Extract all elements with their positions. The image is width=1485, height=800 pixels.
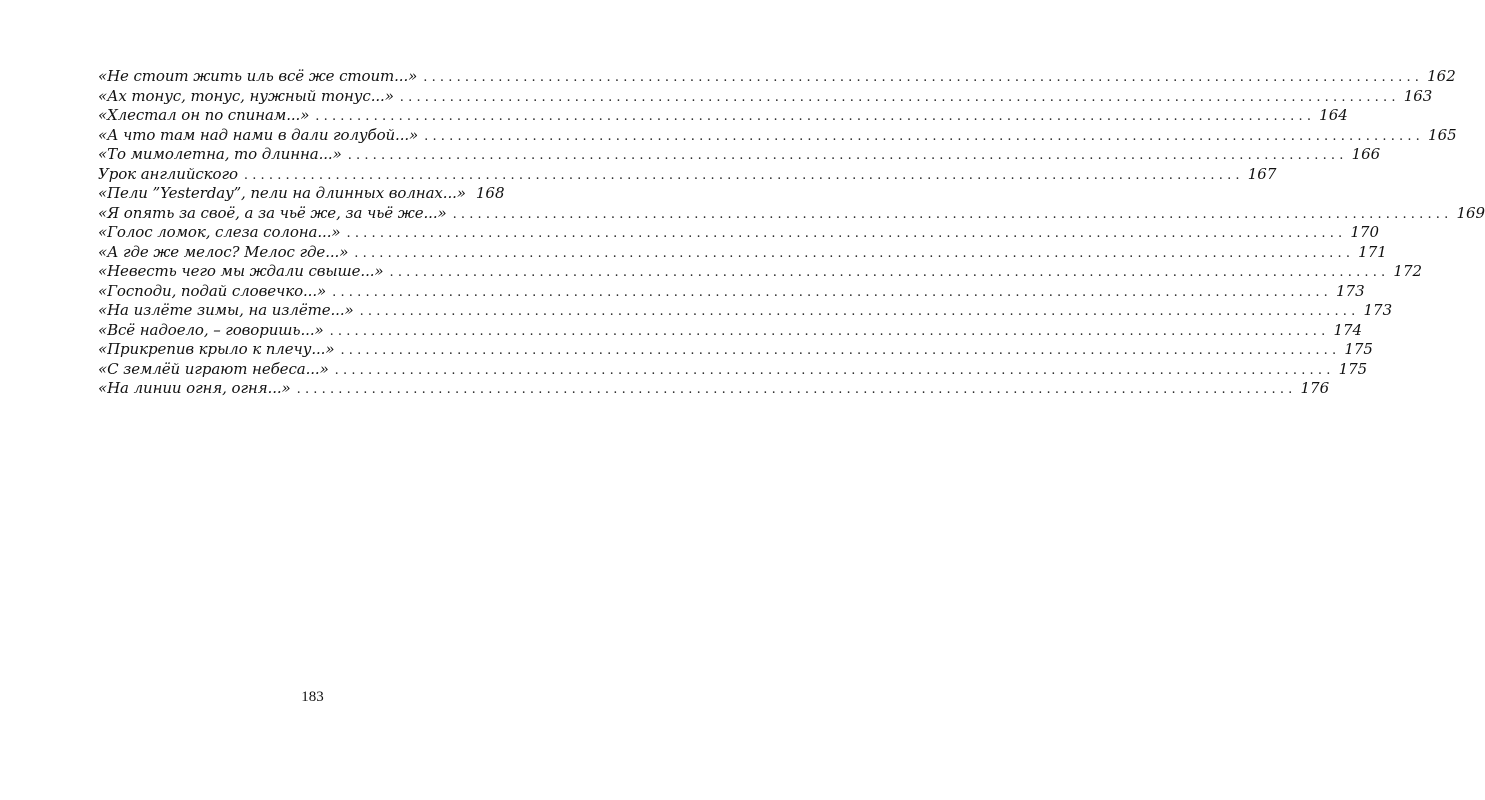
- toc-leader-dots: ........................................................................................................................: [334, 362, 1335, 378]
- toc-entry: [98, 301, 1393, 321]
- toc-leader-dots: ........................................................................................................................: [243, 167, 1244, 183]
- toc-entry: [98, 106, 1348, 126]
- toc-entry-page: 162: [1427, 67, 1456, 85]
- toc-entry-page: 167: [1247, 164, 1277, 183]
- toc-entry-title: «Всё надоело, – говоришь...»: [98, 320, 324, 339]
- toc-entry-title: «Хлестал он по спинам...»: [98, 106, 310, 124]
- toc-entry-title: «А где же мелос? Мелос где...»: [98, 242, 349, 261]
- toc-entry-title: «Голос ломок, слеза солона...»: [98, 223, 341, 241]
- toc-entry: [98, 340, 1373, 360]
- table-of-contents: [98, 67, 1485, 399]
- toc-leader-dots: ........................................................................................................................: [315, 109, 1316, 124]
- toc-entry-title: «Невесть чего мы ждали свыше...»: [98, 262, 384, 280]
- toc-leader-dots: ........................................................................................................................: [452, 206, 1453, 222]
- toc-entry: [98, 379, 1330, 399]
- toc-entry-title: «С землёй играют небеса...»: [98, 359, 329, 378]
- toc-entry-title: Урок английского: [98, 164, 238, 183]
- toc-entry-title: «На излёте зимы, на излёте...»: [98, 301, 354, 319]
- toc-leader-dots: ........................................................................................................................: [340, 343, 1341, 358]
- toc-leader-dots: ........................................................................................................................: [332, 284, 1332, 300]
- toc-leader-dots: ........................................................................................................................: [424, 128, 1425, 144]
- toc-leader-dots: ........................................................................................................................: [329, 323, 1330, 339]
- toc-entry: [98, 125, 1457, 146]
- toc-leader-dots: ........................................................................................................................: [346, 226, 1347, 241]
- toc-entry-page: 163: [1403, 86, 1433, 105]
- toc-entry-page: 164: [1319, 106, 1348, 124]
- toc-entry: [98, 281, 1365, 302]
- toc-entry-title: «Пели ”Yesterday”, пели на длинных волнах...»: [98, 184, 466, 202]
- toc-entry: [98, 242, 1387, 263]
- toc-entry-title: «А что там над нами в дали голубой...»: [98, 125, 419, 144]
- toc-entry-title: «Господи, подай словечко...»: [98, 281, 327, 300]
- toc-entry-page: 173: [1336, 281, 1365, 300]
- toc-leader-dots: ........................................................................................................................: [354, 245, 1355, 261]
- toc-entry-title: «Не стоит жить иль всё же стоит...»: [98, 67, 418, 85]
- toc-leader-dots: ........................................................................................................................: [399, 89, 1400, 105]
- toc-entry-page: 171: [1358, 242, 1387, 261]
- toc-entry-title: «То мимолетна, то длинна...»: [98, 145, 342, 163]
- toc-leader-dots: ........................................................................................................................: [347, 148, 1348, 163]
- toc-entry: [98, 262, 1423, 282]
- toc-entry-page: 168: [475, 184, 505, 202]
- toc-entry-title: «Прикрепив крыло к плечу...»: [98, 340, 335, 358]
- toc-entry-title: «Я опять за своё, а за чьё же, за чьё же...»: [98, 203, 447, 222]
- toc-entry: [98, 320, 1363, 341]
- toc-entry-page: 174: [1333, 320, 1363, 339]
- toc-entry: [98, 359, 1368, 380]
- toc-entry-page: 166: [1351, 145, 1381, 163]
- toc-entry-title: «На линии огня, огня...»: [98, 379, 291, 397]
- toc-leader-dots: ........................................................................................................................: [423, 70, 1424, 85]
- toc-entry-page: 175: [1344, 340, 1373, 358]
- toc-entry-page: 170: [1350, 223, 1380, 241]
- page-number: 183: [301, 689, 324, 705]
- toc-entry-page: 173: [1363, 301, 1393, 319]
- toc-entry-page: 176: [1300, 379, 1330, 397]
- toc-entry-page: 165: [1428, 125, 1457, 144]
- toc-leader-dots: ........................................................................................................................: [296, 382, 1297, 397]
- toc-entry: [98, 145, 1381, 165]
- toc-leader-dots: ........................................................................................................................: [359, 304, 1360, 319]
- toc-entry: [98, 164, 1277, 185]
- toc-entry-page: 175: [1338, 359, 1368, 378]
- toc-entry: [98, 67, 1456, 87]
- toc-entry: [98, 203, 1485, 224]
- toc-leader-dots: ........................................................................................................................: [389, 265, 1390, 280]
- toc-entry: [98, 184, 505, 204]
- toc-entry-title: «Ах тонус, тонус, нужный тонус...»: [98, 86, 394, 105]
- toc-entry-page: 172: [1393, 262, 1423, 280]
- toc-entry: [98, 223, 1380, 243]
- toc-entry: [98, 86, 1433, 107]
- toc-entry-page: 169: [1456, 203, 1485, 222]
